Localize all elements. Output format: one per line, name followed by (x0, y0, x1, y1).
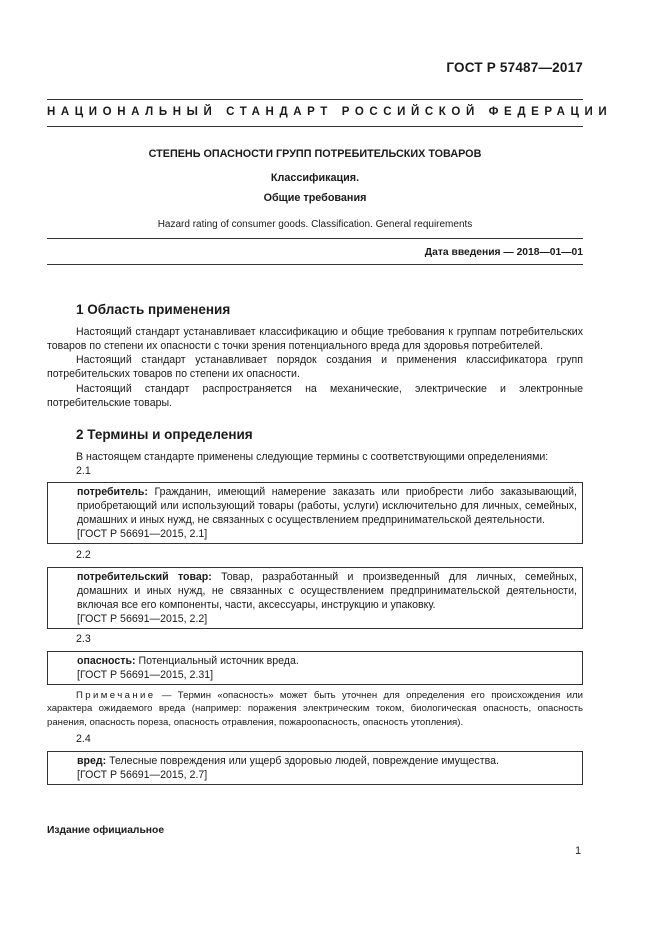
term-reference: [ГОСТ Р 56691—2015, 2.31] (77, 669, 214, 681)
document-title: СТЕПЕНЬ ОПАСНОСТИ ГРУПП ПОТРЕБИТЕЛЬСКИХ ТОВАРОВ (148, 148, 482, 160)
english-title: Hazard rating of consumer goods. Classification. General requirements (157, 219, 473, 230)
title-divider (47, 238, 583, 239)
term-definition: Товар, разработанный и произведенный для личных, семейных, домашних и иных нужд, не связанных с осуществлением предпринимательской деятельности, включая все его компоненты, части, аксессуары, инструкцию и упаковку. (77, 571, 578, 611)
term-definition: Телесные повреждения или ущерб здоровью людей, повреждение имущества. (106, 755, 499, 767)
term-definition-box (47, 482, 583, 544)
term-name: вред: (77, 755, 107, 767)
introduction-date: Дата введения — 2018—01—01 (424, 247, 583, 258)
term-number: 2.4 (76, 733, 91, 745)
term-reference: [ГОСТ Р 56691—2015, 2.7] (77, 769, 208, 781)
page-number: 1 (575, 845, 581, 857)
document-number: ГОСТ Р 57487—2017 (446, 60, 583, 75)
note-text: — Термин «опасность» может быть уточнен для определения его происхождения или характера ожидаемого вреда (например: поражения электрическим током, биологическая опасность, опасность ранения, опасность пореза, опасность отравления, пожароопасность, опасность утопления). (47, 690, 583, 728)
section-heading-scope: 1 Область применения (76, 302, 231, 317)
term-reference: [ГОСТ Р 56691—2015, 2.2] (77, 613, 208, 625)
national-standard-banner: НАЦИОНАЛЬНЫЙ СТАНДАРТ РОССИЙСКОЙ ФЕДЕРАЦИИ (47, 106, 613, 118)
term-name: потребитель: (77, 486, 148, 498)
term-definition: Потенциальный источник вреда. (135, 655, 299, 667)
term-number: 2.1 (76, 465, 91, 477)
term-definition-box (47, 651, 583, 685)
scope-paragraph-1: Настоящий стандарт устанавливает классификацию и общие требования к группам потребительских товаров по степени их опасности с точки зрения потенциального вреда для здоровья потребителей. (47, 326, 583, 353)
note-label: Примечание (76, 690, 156, 701)
term-number: 2.3 (76, 633, 91, 645)
term-number: 2.2 (76, 549, 91, 561)
scope-paragraph-3: Настоящий стандарт распространяется на механические, электрические и электронные потребительские товары. (47, 383, 583, 410)
banner-divider (47, 126, 583, 127)
note-paragraph (47, 689, 583, 729)
top-divider (47, 99, 583, 100)
term-definition-box (47, 567, 583, 629)
terms-intro: В настоящем стандарте применены следующие термины с соответствующими определениями: (76, 451, 549, 463)
term-reference: [ГОСТ Р 56691—2015, 2.1] (77, 528, 208, 540)
scope-paragraph-2: Настоящий стандарт устанавливает порядок создания и применения классификатора групп потребительских товаров по степени их опасности. (47, 354, 583, 381)
term-name: потребительский товар: (77, 571, 212, 583)
document-subtitle-2: Общие требования (263, 192, 367, 204)
official-edition-label: Издание официальное (47, 825, 165, 836)
term-name: опасность: (77, 655, 136, 667)
term-definition-box (47, 751, 583, 785)
term-definition: Гражданин, имеющий намерение заказать или приобрести либо заказывающий, приобретающий или использующий товары (работы, услуги) исключительно для личных, семейных, домашних и иных нужд, не связанных с осуществлением предпринимательской деятельности. (77, 486, 577, 526)
section-heading-terms: 2 Термины и определения (76, 427, 253, 442)
document-subtitle-1: Классификация. (270, 172, 360, 184)
date-divider (47, 264, 583, 265)
